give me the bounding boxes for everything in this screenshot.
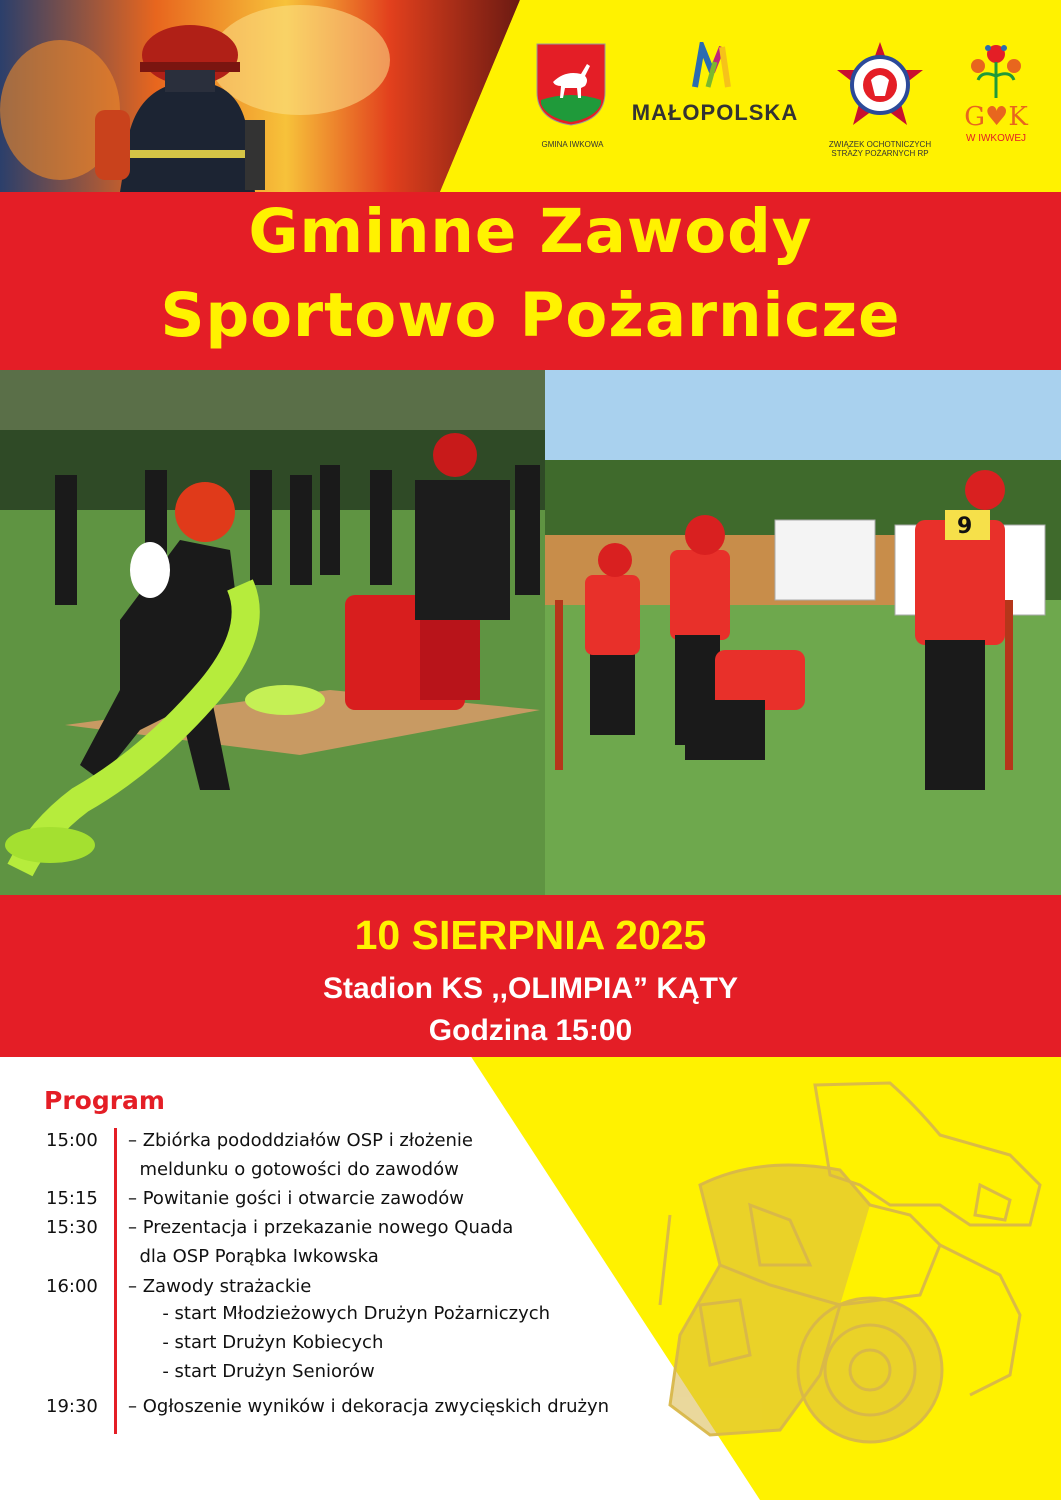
event-date: 10 SIERPNIA 2025 <box>354 912 707 958</box>
event-venue: Stadion KS ,,OLIMPIA” KĄTY <box>322 972 738 1005</box>
title-line-1: Gminne Zawody <box>248 196 813 267</box>
zosp-caption-line1: ZWIĄZEK OCHOTNICZYCH <box>828 140 932 149</box>
zosp-caption-line2: STRAŻY POŻARNYCH RP <box>831 149 929 158</box>
program-item-5-line-1: – Ogłoszenie wyników i dekoracja zwycięskich drużyn <box>128 1396 610 1417</box>
program-item-4-line-3: - start Drużyn Kobiecych <box>128 1332 384 1353</box>
gok-subtext: W IWKOWEJ <box>966 133 1026 144</box>
program-item-2-line-1: – Powitanie gości i otwarcie zawodów <box>128 1188 465 1209</box>
program-item-3-line-2: dla OSP Porąbka Iwkowska <box>128 1246 379 1267</box>
firefighter-hero-image <box>0 0 520 192</box>
program-divider <box>114 1128 117 1434</box>
program-time-3: 15:30 <box>46 1217 98 1238</box>
sponsor-logos <box>520 30 1061 170</box>
photo-hose-pump-exercise <box>0 370 545 895</box>
program-item-4-line-4: - start Drużyn Seniorów <box>128 1361 375 1382</box>
program-title: Program <box>44 1086 165 1115</box>
program-item-1-line-2: meldunku o gotowości do zawodów <box>128 1159 459 1180</box>
program-time-4: 16:00 <box>46 1276 98 1297</box>
svg-text:9: 9 <box>957 514 973 539</box>
program-time-5: 19:30 <box>46 1396 98 1417</box>
deer-coat-of-arms-icon <box>535 42 607 127</box>
zosp-caption <box>810 140 950 158</box>
malopolska-wordmark: MAŁOPOLSKA <box>631 100 799 125</box>
program-item-3-line-1: – Prezentacja i przekazanie nowego Quada <box>128 1217 514 1238</box>
program-time-2: 15:15 <box>46 1188 98 1209</box>
program-item-4-line-1: – Zawody strażackie <box>128 1276 312 1297</box>
gok-wordmark: G♥K <box>964 102 1028 132</box>
fire-brigade-cross-emblem-icon <box>835 40 925 130</box>
photo-knot-tying-exercise <box>545 370 1061 895</box>
program-time-1: 15:00 <box>46 1130 98 1151</box>
program-item-1-line-1: – Zbiórka pododdziałów OSP i złożenie <box>128 1130 474 1151</box>
gmina-caption: GMINA IWKOWA <box>541 140 604 149</box>
event-start-time: Godzina 15:00 <box>428 1014 633 1047</box>
title-line-2: Sportowo Pożarnicze <box>160 280 901 351</box>
folk-flower-heart-icon <box>968 40 1024 100</box>
quad-bike-outline-illustration <box>640 1075 1060 1485</box>
program-item-4-line-2: - start Młodzieżowych Drużyn Pożarniczych <box>128 1303 551 1324</box>
malopolska-m-logo-icon <box>690 42 740 92</box>
